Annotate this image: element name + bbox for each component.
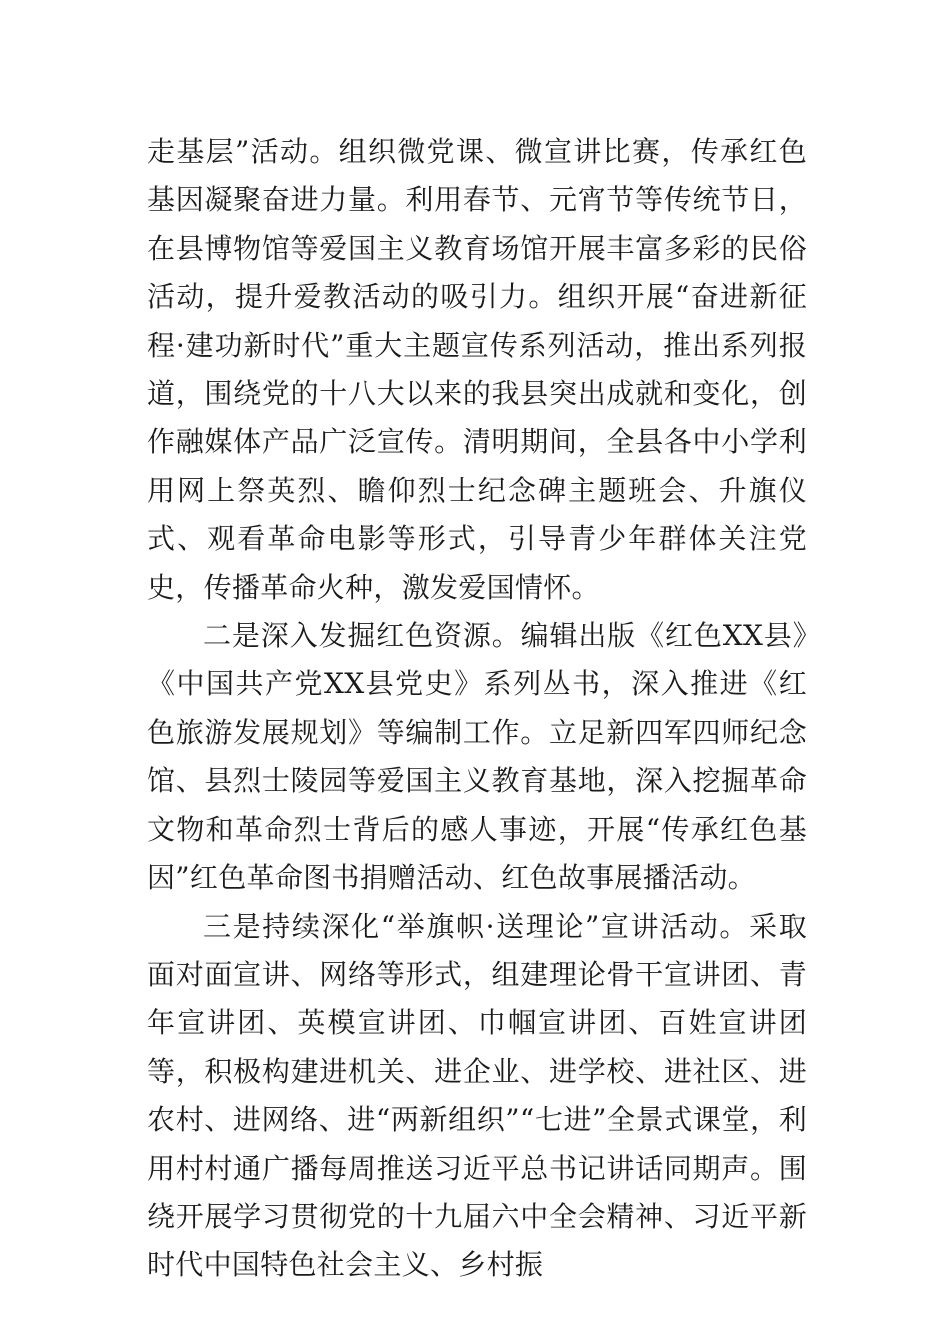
document-body — [147, 128, 807, 1290]
paragraph-red-resources: 二是深入发掘红色资源。编辑出版《红色XX县》《中国共产党XX县党史》系列丛书，深入推进《红色旅游发展规划》等编制工作。立足新四军四师纪念馆、县烈士陵园等爱国主义教育基地，深入挖掘革命文物和革命烈士背后的感人事迹，开展“传承红色基因”红色革命图书捐赠活动、红色故事展播活动。 — [147, 619, 807, 895]
paragraph-theory-lectures: 三是持续深化“举旗帜·送理论”宣讲活动。采取面对面宣讲、网络等形式，组建理论骨干宣讲团、青年宣讲团、英模宣讲团、巾帼宣讲团、百姓宣讲团等，积极构建进机关、进企业、进学校、进社区、进农村、进网络、进“两新组织”“七进”全景式课堂，利用村村通广播每周推送习近平总书记讲话同期声。围绕开展学习贯彻党的十九届六中全会精神、习近平新时代中国特色社会主义、乡村振 — [147, 909, 807, 1282]
paragraph-continued: 走基层”活动。组织微党课、微宣讲比赛，传承红色基因凝聚奋进力量。利用春节、元宵节等传统节日，在县博物馆等爱国主义教育场馆开展丰富多彩的民俗活动，提升爱教活动的吸引力。组织开展“奋进新征程·建功新时代”重大主题宣传系列活动，推出系列报道，围绕党的十八大以来的我县突出成就和变化，创作融媒体产品广泛宣传。清明期间，全县各中小学利用网上祭英烈、瞻仰烈士纪念碑主题班会、升旗仪式、观看革命电影等形式，引导青少年群体关注党史，传播革命火种，激发爱国情怀。 — [147, 135, 807, 604]
